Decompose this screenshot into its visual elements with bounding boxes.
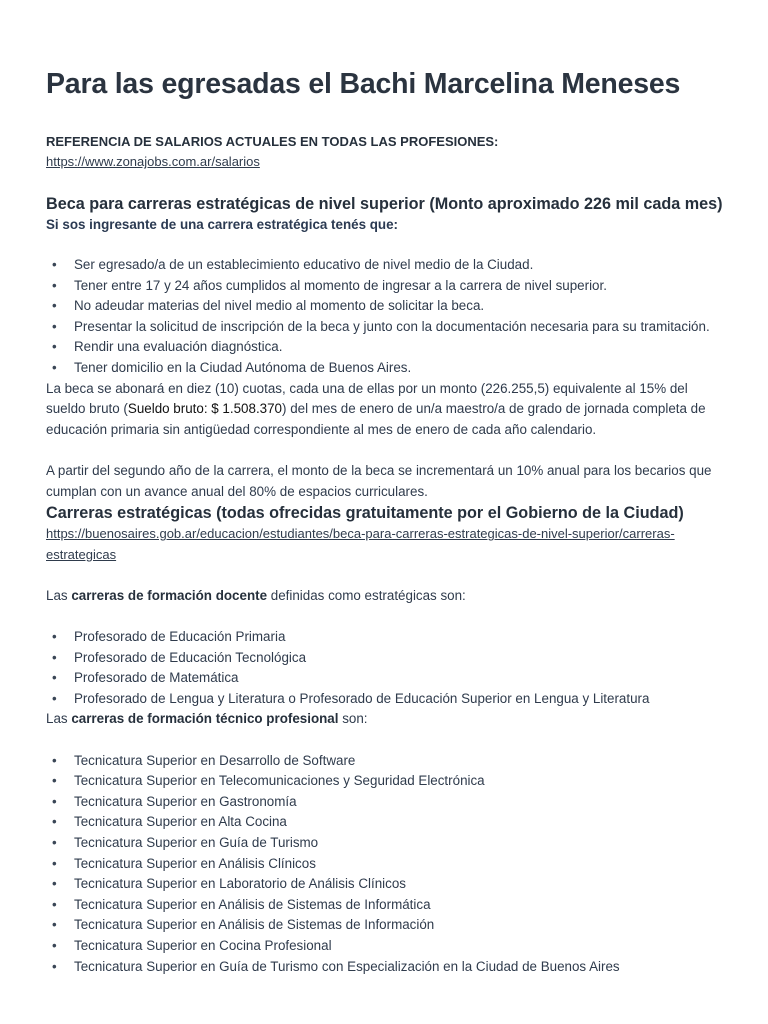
sueldo-bruto: Sueldo bruto: $ 1.508.370: [127, 401, 283, 417]
list-item: • Profesorado de Educación Tecnológica: [46, 648, 728, 669]
list-item: • Ser egresado/a de un establecimiento educativo de nivel medio de la Ciudad.: [46, 255, 728, 276]
list-item: • Tecnicatura Superior en Análisis de Sistemas de Información: [46, 915, 728, 936]
list-item: • Tecnicatura Superior en Guía de Turismo: [46, 833, 728, 854]
list-item: • Presentar la solicitud de inscripción de la beca y junto con la documentación necesaria para su tramitación.: [46, 317, 728, 338]
beca-heading: Beca para carreras estratégicas de nivel superior (Monto aproximado 226 mil cada mes): [46, 194, 723, 213]
list-item: • Tecnicatura Superior en Laboratorio de Análisis Clínicos: [46, 874, 728, 895]
list-item: • Tecnicatura Superior en Análisis de Sistemas de Informática: [46, 895, 728, 916]
salary-reference-label: REFERENCIA DE SALARIOS ACTUALES EN TODAS LAS PROFESIONES:: [46, 134, 499, 149]
docente-intro: Las carreras de formación docente definidas como estratégicas son:: [46, 587, 466, 603]
tecnico-list: [46, 751, 728, 978]
list-item: • Tecnicatura Superior en Telecomunicaciones y Seguridad Electrónica: [46, 771, 728, 792]
page-title: Para las egresadas el Bachi Marcelina Meneses: [46, 68, 681, 100]
beca-increment-paragraph: A partir del segundo año de la carrera, el monto de la beca se incrementará un 10% anual para los becarios que cumplan con un avance anual del 80% de espacios curriculares.: [46, 463, 712, 499]
list-item: • Tecnicatura Superior en Desarrollo de Software: [46, 751, 728, 772]
tecnico-intro: Las carreras de formación técnico profesional son:: [46, 711, 368, 727]
list-item: • Tecnicatura Superior en Guía de Turismo con Especialización en la Ciudad de Buenos Aires: [46, 957, 728, 978]
requirements-title: Si sos ingresante de una carrera estratégica tenés que:: [46, 216, 399, 232]
carreras-link[interactable]: https://buenosaires.gob.ar/educacion/estudiantes/beca-para-carreras-estrategicas-de-nivel-superior/carreras-estrategicas: [46, 526, 675, 562]
list-item: • Tecnicatura Superior en Cocina Profesional: [46, 936, 728, 957]
list-item: • Tecnicatura Superior en Gastronomía: [46, 792, 728, 813]
list-item: • Tener domicilio en la Ciudad Autónoma de Buenos Aires.: [46, 358, 728, 379]
salary-reference-link[interactable]: https://www.zonajobs.com.ar/salarios: [46, 154, 260, 169]
list-item: • Profesorado de Educación Primaria: [46, 627, 728, 648]
list-item: • Profesorado de Lengua y Literatura o Profesorado de Educación Superior en Lengua y Literatura: [46, 689, 728, 710]
beca-amount-paragraph: La beca se abonará en diez (10) cuotas, cada una de ellas por un monto (226.255,5) equivalente al 15% del sueldo bruto (Sueldo bruto: $ 1.508.370) del mes de enero de un/a maestro/a de grado de jornada completa de educación primaria sin antigüedad correspondiente al mes de enero de cada año calendario.: [46, 380, 706, 437]
list-item: • No adeudar materias del nivel medio al momento de solicitar la beca.: [46, 296, 728, 317]
carreras-heading: Carreras estratégicas (todas ofrecidas gratuitamente por el Gobierno de la Ciudad): [46, 504, 684, 523]
docente-list: [46, 627, 728, 709]
list-item: • Tecnicatura Superior en Análisis Clínicos: [46, 854, 728, 875]
list-item: • Profesorado de Matemática: [46, 668, 728, 689]
requirements-list: [46, 255, 728, 379]
list-item: • Tecnicatura Superior en Alta Cocina: [46, 812, 728, 833]
list-item: • Rendir una evaluación diagnóstica.: [46, 337, 728, 358]
list-item: • Tener entre 17 y 24 años cumplidos al momento de ingresar a la carrera de nivel superior.: [46, 276, 728, 297]
